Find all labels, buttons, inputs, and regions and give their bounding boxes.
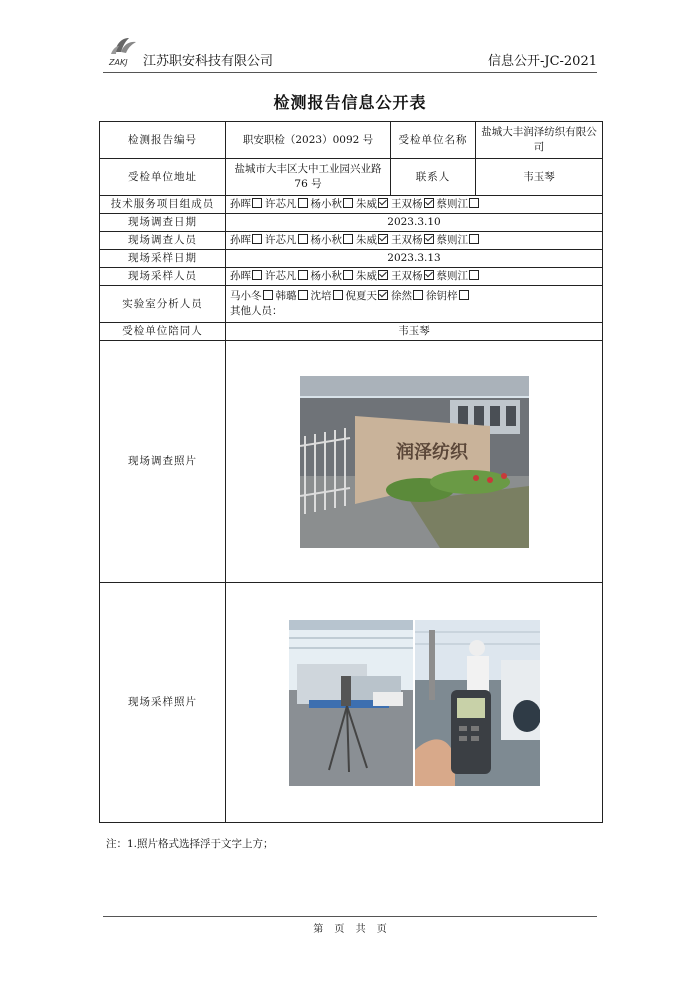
member-name: 孙晖	[230, 198, 251, 210]
member-item	[437, 234, 483, 246]
table-row	[100, 286, 603, 323]
report-no-label: 检测报告编号	[100, 122, 226, 159]
page-title: 检测报告信息公开表	[273, 93, 427, 112]
member-item	[391, 234, 437, 246]
member-name: 韩璐	[275, 290, 297, 302]
escort-value: 韦玉琴	[226, 323, 603, 341]
unchecked-box-icon	[459, 290, 469, 300]
unchecked-box-icon	[298, 234, 308, 244]
member-name: 蔡则江	[436, 198, 468, 210]
member-name: 杨小秋	[310, 198, 342, 210]
report-no-value: 职安职检（2023）0092 号	[226, 122, 391, 159]
company-name: 江苏职安科技有限公司	[143, 54, 274, 69]
member-name: 孙晖	[230, 270, 251, 282]
member-name: 孙晖	[230, 234, 251, 246]
member-item	[346, 290, 392, 302]
unchecked-box-icon	[298, 270, 308, 280]
company-logo	[105, 32, 141, 68]
unchecked-box-icon	[298, 290, 308, 300]
member-name: 沈培	[310, 290, 332, 302]
member-name: 马小冬	[230, 290, 262, 302]
survey-staff-label: 现场调查人员	[100, 232, 226, 250]
member-item	[276, 290, 311, 302]
checked-box-icon	[424, 270, 434, 280]
unchecked-box-icon	[252, 234, 262, 244]
contact-value: 韦玉琴	[476, 159, 603, 196]
member-name: 蔡则江	[436, 234, 468, 246]
table-row	[100, 250, 603, 268]
member-item	[426, 290, 472, 302]
member-item	[311, 234, 357, 246]
member-item	[391, 198, 437, 210]
member-name: 蔡则江	[436, 270, 468, 282]
table-row	[100, 122, 603, 159]
survey-staff-members	[226, 232, 603, 250]
member-name: 徐钥梓	[426, 290, 458, 302]
checked-box-icon	[424, 234, 434, 244]
member-name: 杨小秋	[310, 270, 342, 282]
contact-label: 联系人	[391, 159, 476, 196]
checked-box-icon	[378, 234, 388, 244]
unchecked-box-icon	[343, 270, 353, 280]
survey-photo-label: 现场调查照片	[100, 341, 226, 583]
sampling-staff-members	[226, 268, 603, 286]
member-item	[391, 270, 437, 282]
lab-cell	[226, 286, 603, 323]
unit-name-label: 受检单位名称	[391, 122, 476, 159]
unchecked-box-icon	[469, 198, 479, 208]
member-name: 朱威	[356, 270, 377, 282]
page-number: 第 页 共 页	[313, 924, 387, 935]
sampling-photo-2	[415, 620, 540, 786]
checked-box-icon	[378, 290, 388, 300]
unchecked-box-icon	[469, 234, 479, 244]
table-row	[100, 341, 603, 583]
survey-photo-cell	[226, 341, 603, 583]
escort-label: 受检单位陪同人	[100, 323, 226, 341]
member-item	[311, 270, 357, 282]
table-row	[100, 232, 603, 250]
member-name: 王双杨	[391, 270, 423, 282]
unchecked-box-icon	[263, 290, 273, 300]
member-name: 许芯凡	[265, 270, 297, 282]
member-item	[230, 290, 276, 302]
checked-box-icon	[378, 270, 388, 280]
sampling-date-value: 2023.3.13	[226, 250, 603, 268]
sampling-photo-cell	[226, 583, 603, 823]
survey-photo	[300, 376, 529, 548]
table-row	[100, 196, 603, 214]
document-number: 信息公开-JC-2021	[487, 54, 597, 69]
info-table	[99, 121, 603, 823]
member-item	[311, 198, 357, 210]
member-item	[230, 270, 265, 282]
table-row	[100, 159, 603, 196]
sampling-photo-1	[289, 620, 413, 786]
team-members	[226, 196, 603, 214]
checked-box-icon	[378, 198, 388, 208]
member-name: 杨小秋	[310, 234, 342, 246]
unchecked-box-icon	[298, 198, 308, 208]
table-row	[100, 268, 603, 286]
unchecked-box-icon	[343, 234, 353, 244]
member-item	[265, 270, 311, 282]
unchecked-box-icon	[343, 198, 353, 208]
svg-text:ZAKJ: ZAKJ	[109, 58, 128, 67]
address-label: 受检单位地址	[100, 159, 226, 196]
lab-label: 实验室分析人员	[100, 286, 226, 323]
unchecked-box-icon	[252, 270, 262, 280]
address-value: 盐城市大丰区大中工业园兴业路76 号	[226, 159, 391, 196]
member-name: 王双杨	[391, 234, 423, 246]
svg-text:润泽纺织: 润泽纺织	[395, 441, 468, 463]
member-name: 朱威	[356, 198, 377, 210]
member-name: 徐然	[391, 290, 412, 302]
survey-date-value: 2023.3.10	[226, 214, 603, 232]
member-item	[356, 234, 391, 246]
team-label: 技术服务项目组成员	[100, 196, 226, 214]
table-row	[100, 214, 603, 232]
page-header	[103, 30, 597, 73]
unit-name-value: 盐城大丰润泽纺织有限公司	[476, 122, 603, 159]
unchecked-box-icon	[413, 290, 423, 300]
footnote: 注：1.照片格式选择浮于文字上方；	[106, 838, 274, 850]
member-item	[391, 290, 426, 302]
member-name: 许芯凡	[265, 198, 297, 210]
page-footer-rule	[103, 916, 597, 917]
member-item	[265, 234, 311, 246]
member-item	[265, 198, 311, 210]
unchecked-box-icon	[252, 198, 262, 208]
checked-box-icon	[424, 198, 434, 208]
table-row	[100, 583, 603, 823]
sampling-photo-label: 现场采样照片	[100, 583, 226, 823]
lab-other: 其他人员：	[230, 305, 283, 317]
unchecked-box-icon	[333, 290, 343, 300]
member-item	[230, 234, 265, 246]
sampling-staff-label: 现场采样人员	[100, 268, 226, 286]
member-name: 王双杨	[391, 198, 423, 210]
member-item	[311, 290, 346, 302]
sampling-date-label: 现场采样日期	[100, 250, 226, 268]
member-item	[230, 198, 265, 210]
member-item	[356, 270, 391, 282]
survey-date-label: 现场调查日期	[100, 214, 226, 232]
member-name: 倪夏天	[345, 290, 377, 302]
member-item	[437, 270, 483, 282]
lab-members	[230, 289, 598, 304]
table-row	[100, 323, 603, 341]
member-name: 许芯凡	[265, 234, 297, 246]
member-item	[356, 198, 391, 210]
unchecked-box-icon	[469, 270, 479, 280]
member-item	[437, 198, 483, 210]
member-name: 朱威	[356, 234, 377, 246]
